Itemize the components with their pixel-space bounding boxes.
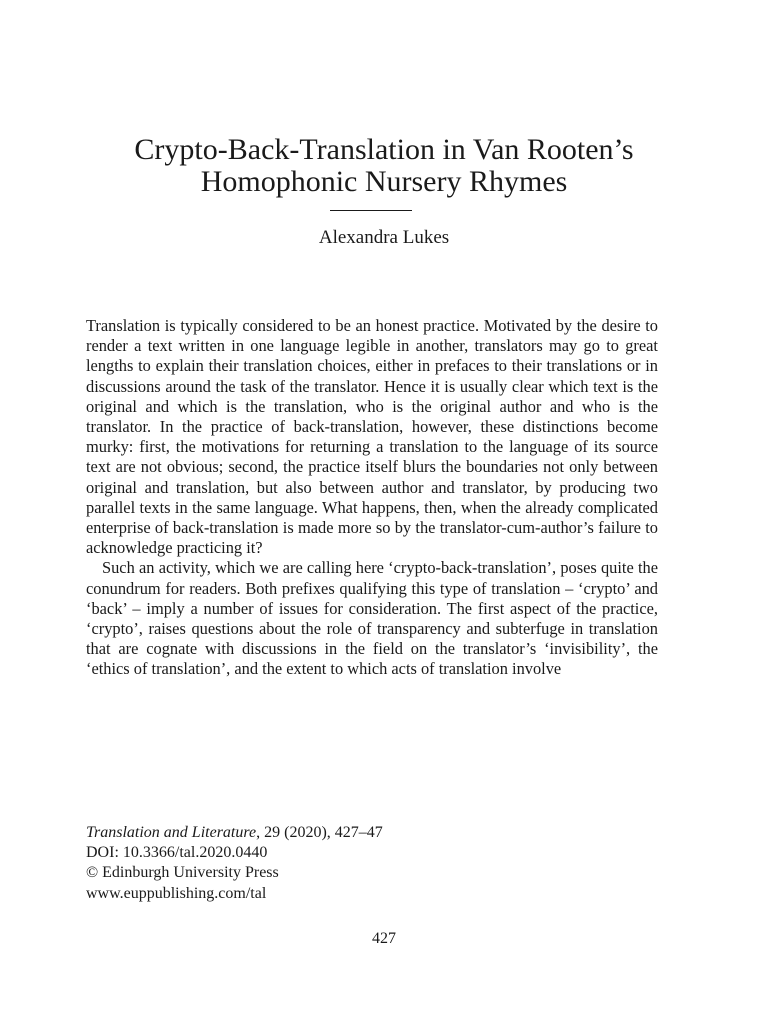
article-title-line-2: Homophonic Nursery Rhymes [200, 165, 568, 198]
article-title [0, 134, 768, 198]
page-number: 427 [372, 930, 396, 947]
volume-pages: , 29 (2020), 427–47 [256, 824, 383, 841]
journal-name: Translation and Literature [86, 824, 257, 841]
article-body [86, 316, 658, 680]
body-paragraph-2: Such an activity, which we are calling here ‘crypto-back-translation’, poses quite the conundrum for readers. Both prefixes qualifying this type of translation – ‘crypto’ and ‘back’ – imply a number of issues for consideration. The first aspect of the practice, ‘crypto’, raises questions about the role of transparency and subterfuge in translation that are cognate with discussions in the field on the translator’s ‘invisibility’, the ‘ethics of translation’, and the extent to which acts of translation involve [86, 558, 658, 679]
article-title-line-1: Crypto-Back-Translation in Van Rooten’s [134, 133, 634, 166]
journal-citation [86, 823, 383, 843]
author-name: Alexandra Lukes [318, 227, 450, 248]
publisher-website: www.euppublishing.com/tal [86, 884, 267, 902]
publication-footer [86, 823, 383, 904]
doi-line: DOI: 10.3366/tal.2020.0440 [86, 844, 268, 862]
copyright-line: © Edinburgh University Press [86, 864, 279, 882]
title-divider [330, 210, 412, 211]
body-paragraph-1: Translation is typically considered to be an honest practice. Motivated by the desire to render a text written in one language legible in another, translators may go to great lengths to explain their translation choices, either in prefaces to their translations or in discussions around the task of the translator. Hence it is usually clear which text is the original and which is the translation, who is the original author and who is the translator. In the practice of back-translation, however, these distinctions become murky: first, the motivations for returning a translation to the language of its source text are not obvious; second, the practice itself blurs the boundaries not only between original and translation, but also between author and translator, by producing two parallel texts in the same language. What happens, then, when the already complicated enterprise of back-translation is made more so by the translator-cum-author’s failure to acknowledge practicing it? [86, 316, 658, 558]
